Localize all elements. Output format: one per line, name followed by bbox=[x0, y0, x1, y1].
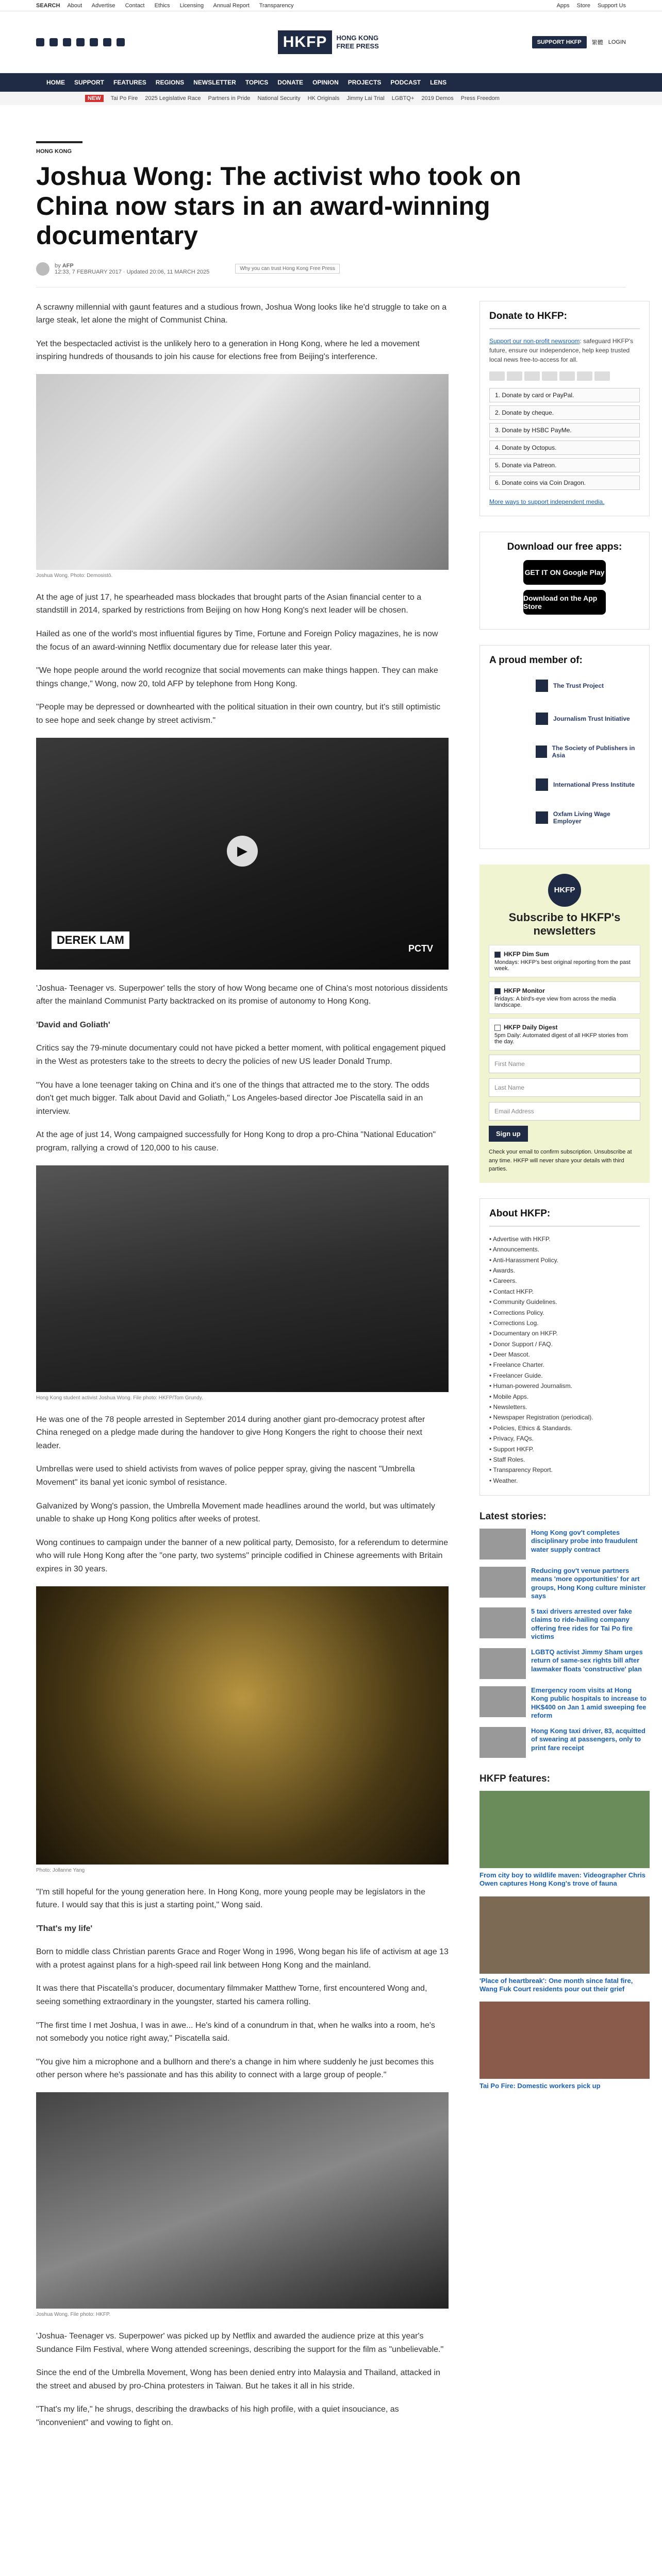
paragraph: Critics say the 79-minute documentary could not have picked a better moment, with political engagement piqued in the West as protesters take to the streets to decry the policies of new US leader Donald Trump. bbox=[36, 1044, 446, 1066]
paragraph: Umbrellas were used to shield activists from waves of police pepper spray, giving the nascent "Umbrella Movement" its banal yet iconic symbol of resistance. bbox=[36, 1465, 415, 1487]
google-play-button[interactable]: GET IT ON Google Play bbox=[523, 560, 606, 585]
rss-icon[interactable] bbox=[117, 38, 125, 46]
trending-item[interactable]: 2019 Demos bbox=[421, 95, 454, 101]
site-logo[interactable] bbox=[278, 30, 379, 54]
checkbox-icon[interactable] bbox=[494, 952, 501, 958]
about-link[interactable]: • Staff Roles. bbox=[489, 1454, 640, 1465]
top-link[interactable]: Ethics bbox=[154, 2, 170, 9]
visa-icon bbox=[507, 371, 522, 381]
nav-item-donate[interactable]: DONATE bbox=[277, 79, 304, 86]
nav-item-home[interactable]: HOME bbox=[46, 79, 65, 86]
image-caption: Hong Kong student activist Joshua Wong. File photo: HKFP/Tom Grundy. bbox=[36, 1395, 203, 1401]
author-avatar bbox=[36, 262, 49, 276]
threads-icon[interactable] bbox=[103, 38, 111, 46]
divider bbox=[489, 1226, 640, 1227]
about-link[interactable]: • Corrections Policy. bbox=[489, 1308, 640, 1318]
paragraph: "We hope people around the world recognize that social movements can make things happen. They can make things change," Wong, now 20, told AFP by telephone from Hong Kong. bbox=[36, 666, 438, 688]
latest-stories bbox=[479, 1511, 650, 1758]
first-name-field[interactable]: First Name bbox=[489, 1055, 640, 1073]
trending-item[interactable]: LGBTQ+ bbox=[391, 95, 415, 101]
top-link[interactable]: Annual Report bbox=[213, 2, 250, 9]
about-list bbox=[489, 1234, 640, 1486]
story-thumbnail[interactable] bbox=[479, 1607, 526, 1638]
paragraph: At the age of just 14, Wong campaigned successfully for Hong Kong to drop a pro-China "National Education" program, rallying a crowd of 120,000 to his cause. bbox=[36, 1130, 436, 1153]
feature-image[interactable] bbox=[479, 1896, 650, 1974]
header-actions bbox=[532, 36, 626, 48]
newsletter-option[interactable]: HKFP Daily Digest 5pm Daily: Automated digest of all HKFP stories from the day. bbox=[489, 1018, 640, 1050]
article-image bbox=[36, 2092, 449, 2309]
paragraph: A scrawny millennial with gaunt features and a studious frown, Joshua Wong looks like he'd struggle to take on a large steak, let alone the might of Communist China. bbox=[36, 302, 447, 325]
app-store-button[interactable]: Download on the App Store bbox=[523, 590, 606, 615]
story-thumbnail[interactable] bbox=[479, 1567, 526, 1598]
subheading: 'David and Goliath' bbox=[36, 1020, 110, 1029]
image-caption: Joshua Wong. File photo: HKFP. bbox=[36, 2312, 111, 2318]
top-link[interactable]: Support Us bbox=[597, 2, 626, 9]
twitter-icon[interactable] bbox=[36, 38, 44, 46]
about-link[interactable]: • Mobile Apps. bbox=[489, 1392, 640, 1402]
story-headline[interactable]: Hong Kong taxi driver, 83, acquitted of swearing at passengers, only to print fare receipt bbox=[531, 1727, 646, 1752]
about-link[interactable]: • Anti-Harassment Policy. bbox=[489, 1255, 640, 1265]
search-link[interactable]: SEARCH bbox=[36, 2, 60, 9]
article-image bbox=[36, 1165, 449, 1392]
last-name-field[interactable]: Last Name bbox=[489, 1078, 640, 1097]
story-headline[interactable]: Reducing gov't venue partners means 'more opportunities' for art groups, Hong Kong culture minister says bbox=[531, 1567, 646, 1600]
nav-item-support[interactable]: SUPPORT bbox=[74, 79, 105, 86]
nav-item-features[interactable]: FEATURES bbox=[113, 79, 146, 86]
author-block: by AFP 12:33, 7 FEBRUARY 2017 · Updated 20:06, 11 MARCH 2025 bbox=[55, 262, 210, 275]
article-image bbox=[36, 1586, 449, 1865]
paragraph: He was one of the 78 people arrested in September 2014 during another giant pro-democracy protest after China reneged on a pledge made during the handover to give Hong Kongers the right to choose their next leader. bbox=[36, 1415, 425, 1450]
top-link[interactable]: Advertise bbox=[91, 2, 115, 9]
latest-item[interactable] bbox=[479, 1607, 650, 1641]
story-headline[interactable]: Emergency room visits at Hong Kong public hospitals to increase to HK$400 on Jan 1 amid sweeping fee reform bbox=[531, 1686, 647, 1719]
paragraph: "You give him a microphone and a bullhorn and there's a change in him where suddenly he just becomes this other person where he's passionate and has this ability to connect with a large group of people." bbox=[36, 2057, 434, 2080]
main-nav bbox=[0, 73, 662, 92]
about-link[interactable]: • Newsletters. bbox=[489, 1402, 640, 1412]
about-link[interactable]: • Careers. bbox=[489, 1276, 640, 1286]
social-icons bbox=[36, 38, 125, 46]
trust-link[interactable]: Why you can trust Hong Kong Free Press bbox=[235, 264, 340, 274]
about-link[interactable]: • Documentary on HKFP. bbox=[489, 1328, 640, 1338]
donate-option[interactable]: 2. Donate by cheque. bbox=[489, 405, 640, 420]
ipi-icon bbox=[536, 778, 548, 791]
member-logo[interactable]: The Trust Project bbox=[536, 674, 640, 697]
apps-title: Download our free apps: bbox=[507, 541, 622, 552]
top-link[interactable]: Licensing bbox=[179, 2, 204, 9]
jti-icon bbox=[536, 713, 548, 725]
story-headline[interactable]: Hong Kong gov't completes disciplinary probe into fraudulent water supply contract bbox=[531, 1529, 638, 1553]
nav-item-newsletter[interactable]: NEWSLETTER bbox=[193, 79, 236, 86]
paragraph: Yet the bespectacled activist is the unlikely hero to a generation in Hong Kong, where he led a movement inspiring hundreds of thousands to join his cause for elections free from Beijing's interference. bbox=[36, 339, 420, 362]
top-link[interactable]: Apps bbox=[556, 2, 570, 9]
latest-item[interactable] bbox=[479, 1727, 650, 1758]
login-link[interactable]: LOGIN bbox=[608, 39, 626, 45]
columns bbox=[36, 301, 647, 2440]
paragraph: Born to middle class Christian parents Grace and Roger Wong in 1996, Wong began his life of activism at age 13 with a protest against plans for a high-speed rail link between Hong Kong and the mainland. bbox=[36, 1947, 449, 1970]
paragraph: It was there that Piscatella's producer, documentary filmmaker Matthew Torne, first encountered Wong and, seeing something extraordinary in the youngster, started his camera rolling. bbox=[36, 1984, 427, 2007]
feature-headline[interactable]: Tai Po Fire: Domestic workers pick up bbox=[479, 2082, 601, 2090]
instagram-icon[interactable] bbox=[63, 38, 71, 46]
about-link[interactable]: • Advertise with HKFP. bbox=[489, 1234, 640, 1244]
article-title: Joshua Wong: The activist who took on China now stars in an award-winning documentary bbox=[36, 162, 521, 250]
feature-item[interactable] bbox=[479, 1896, 650, 1994]
about-link[interactable]: • Deer Mascot. bbox=[489, 1349, 640, 1360]
newsletter-note: Check your email to confirm subscription. Unsubscribe at any time. HKFP will never share your details with third parties. bbox=[489, 1149, 632, 1173]
image-caption: Photo: Jollanne Yang bbox=[36, 1867, 85, 1873]
donate-option[interactable]: 4. Donate by Octopus. bbox=[489, 440, 640, 455]
member-box bbox=[479, 645, 650, 849]
features-title: HKFP features: bbox=[479, 1773, 550, 1785]
paragraph: "That's my life," he shrugs, describing the drawbacks of his high profile, with a quiet insouciance, as "inconvenient" and vowing to fight on. bbox=[36, 2405, 399, 2427]
story-headline[interactable]: 5 taxi drivers arrested over fake claims to ride-hailing company offering free rides for Tai Po fire victims bbox=[531, 1607, 633, 1640]
story-thumbnail[interactable] bbox=[479, 1686, 526, 1717]
paypal-icon bbox=[542, 371, 557, 381]
checkbox-icon[interactable] bbox=[494, 1025, 501, 1031]
nav-item-regions[interactable]: REGIONS bbox=[155, 79, 185, 86]
paragraph: At the age of just 17, he spearheaded mass blockades that brought parts of the Asian financial center to a standstill in 2014, sparked by restrictions from Beijing on how Hong Kong's next leader will be chosen. bbox=[36, 592, 422, 615]
latest-item[interactable] bbox=[479, 1686, 650, 1720]
new-badge: NEW bbox=[85, 95, 104, 102]
story-headline[interactable]: LGBTQ activist Jimmy Sham urges return of same-sex rights bill after lawmaker floats 'constructive' plan bbox=[531, 1648, 643, 1673]
logo-mark: HKFP bbox=[278, 30, 333, 54]
paragraph: "You have a lone teenager taking on China and it's one of the things that attracted me to the story. The odds don't get much bigger. Talk about David and Goliath," Los Angeles-based director Joe Piscatella said in an interview. bbox=[36, 1080, 429, 1116]
feature-headline[interactable]: 'Place of heartbreak': One month since fatal fire, Wang Fuk Court residents pour out their grief bbox=[479, 1976, 633, 1993]
story-thumbnail[interactable] bbox=[479, 1529, 526, 1560]
paragraph: Hailed as one of the world's most influential figures by Time, Fortune and Foreign Policy magazines, he is now the focus of an award-winning Netflix documentary due for release later this year. bbox=[36, 630, 438, 652]
byline bbox=[36, 262, 626, 276]
donate-option[interactable]: 1. Donate by card or PayPal. bbox=[489, 388, 640, 402]
oxfam-icon bbox=[536, 811, 548, 824]
nav-item-opinion[interactable]: OPINION bbox=[312, 79, 339, 86]
about-link[interactable]: • Contact HKFP. bbox=[489, 1286, 640, 1297]
latest-item[interactable] bbox=[479, 1648, 650, 1679]
logo-text: HONG KONG FREE PRESS bbox=[336, 33, 379, 50]
patreon-icon bbox=[594, 371, 610, 381]
checkbox-icon[interactable] bbox=[494, 988, 501, 994]
octopus-icon bbox=[577, 371, 592, 381]
newsletter-logo: HKFP bbox=[548, 874, 581, 907]
content-wrapper bbox=[36, 105, 647, 2440]
donate-option[interactable]: 3. Donate by HSBC PayMe. bbox=[489, 423, 640, 437]
image-caption: Joshua Wong. Photo: Demosistō. bbox=[36, 572, 113, 579]
about-link[interactable]: • Freelance Charter. bbox=[489, 1360, 640, 1370]
subheading: 'That's my life' bbox=[36, 1924, 93, 1933]
paragraph: Wong continues to campaign under the banner of a new political party, Demosisto, for a referendum to determine who will rule Hong Kong after the "one party, two systems" principle codified in Chinese agreements with Britain expires in 30 years. bbox=[36, 1538, 448, 1573]
donate-text: Support our non-profit newsroom: safeguard HKFP's future, ensure our independence, help keep trusted local news free-to-access for all. bbox=[489, 337, 634, 363]
about-link[interactable]: • Human-powered Journalism. bbox=[489, 1381, 640, 1391]
paragraph: "I'm still hopeful for the young generation here. In Hong Kong, more young people may be legislators in the future. I would say that this is just a starting point," Wong said. bbox=[36, 1887, 425, 1910]
play-icon[interactable]: ▶ bbox=[227, 836, 258, 867]
about-link[interactable]: • Community Guidelines. bbox=[489, 1297, 640, 1307]
story-thumbnail[interactable] bbox=[479, 1727, 526, 1758]
member-logo[interactable]: Oxfam Living Wage Employer bbox=[536, 806, 640, 829]
member-logo[interactable]: Journalism Trust Initiative bbox=[536, 707, 640, 730]
donate-box bbox=[479, 301, 650, 516]
article-dates: 12:33, 7 FEBRUARY 2017 · Updated 20:06, 11 MARCH 2025 bbox=[55, 268, 210, 275]
feature-headline[interactable]: From city boy to wildlife maven: Videographer Chris Owen captures Hong Kong's trove of fauna bbox=[479, 1871, 646, 1888]
top-link[interactable]: Store bbox=[576, 2, 590, 9]
paragraph: 'Joshua- Teenager vs. Superpower' tells the story of how Wong became one of China's most notorious dissidents after the mainland Communist Party backtracked on its promise of autonomy to Hong Kong. bbox=[36, 984, 448, 1006]
top-link[interactable]: About bbox=[67, 2, 82, 9]
payme-icon bbox=[559, 371, 575, 381]
trending-bar bbox=[0, 92, 662, 105]
video-channel-logo: PCTV bbox=[408, 943, 433, 954]
member-logo[interactable]: International Press Institute bbox=[536, 773, 640, 796]
article-body bbox=[36, 301, 449, 2440]
newsletter-box bbox=[479, 865, 650, 1183]
trending-item[interactable]: National Security bbox=[257, 95, 301, 101]
section-tag[interactable]: HONG KONG bbox=[36, 148, 72, 155]
about-link[interactable]: • Transparency Report. bbox=[489, 1465, 640, 1475]
top-links bbox=[67, 3, 302, 9]
video-name-tag: DEREK LAM bbox=[52, 931, 129, 949]
feature-item[interactable] bbox=[479, 2002, 650, 2090]
donate-more-link[interactable]: More ways to support independent media. bbox=[489, 498, 605, 505]
newsletter-title: Subscribe to HKFP's newsletters bbox=[508, 910, 621, 937]
sidebar bbox=[479, 301, 650, 2440]
nav-item-projects[interactable]: PROJECTS bbox=[347, 79, 382, 86]
trending-item[interactable]: Partners in Pride bbox=[208, 95, 251, 101]
about-box bbox=[479, 1198, 650, 1496]
nav-item-topics[interactable]: TOPICS bbox=[245, 79, 269, 86]
article-image bbox=[36, 374, 449, 570]
about-link[interactable]: • Privacy, FAQs. bbox=[489, 1433, 640, 1444]
language-switch[interactable]: 繁體 bbox=[591, 39, 603, 46]
facebook-icon[interactable] bbox=[49, 38, 58, 46]
nav-item-podcast[interactable]: PODCAST bbox=[390, 79, 421, 86]
latest-item[interactable] bbox=[479, 1567, 650, 1600]
about-link[interactable]: • Awards. bbox=[489, 1265, 640, 1276]
signup-button[interactable]: Sign up bbox=[489, 1126, 528, 1142]
support-button[interactable]: SUPPORT HKFP bbox=[532, 36, 587, 48]
author-name[interactable]: AFP bbox=[62, 262, 74, 269]
features-box bbox=[479, 1773, 650, 2090]
donate-option[interactable]: 5. Donate via Patreon. bbox=[489, 458, 640, 472]
about-link[interactable]: • Support HKFP. bbox=[489, 1444, 640, 1454]
about-link[interactable]: • Announcements. bbox=[489, 1244, 640, 1255]
site-header bbox=[0, 11, 662, 73]
newsletter-option[interactable]: HKFP Dim Sum Mondays: HKFP's best original reporting from the past week. bbox=[489, 945, 640, 977]
trending-item[interactable]: Press Freedom bbox=[460, 95, 500, 101]
telegram-icon[interactable] bbox=[90, 38, 98, 46]
paragraph: "People may be depressed or downhearted with the political situation in their own country, but it's still optimistic to see hope and seek change by street activism." bbox=[36, 703, 440, 725]
trending-item[interactable]: Jimmy Lai Trial bbox=[346, 95, 385, 101]
amex-icon bbox=[524, 371, 540, 381]
video-player[interactable] bbox=[36, 738, 449, 970]
about-link[interactable]: • Newspaper Registration (periodical). bbox=[489, 1412, 640, 1422]
youtube-icon[interactable] bbox=[76, 38, 85, 46]
top-right-links bbox=[557, 3, 626, 9]
mastercard-icon bbox=[489, 371, 505, 381]
about-link[interactable]: • Donor Support / FAQ. bbox=[489, 1339, 640, 1349]
trending-item[interactable]: 2025 Legislative Race bbox=[145, 95, 201, 101]
sopa-icon bbox=[536, 745, 547, 758]
donate-link[interactable]: Support our non-profit newsroom bbox=[489, 337, 580, 345]
feature-image[interactable] bbox=[479, 1791, 650, 1868]
about-link[interactable]: • Corrections Log. bbox=[489, 1318, 640, 1328]
member-title: A proud member of: bbox=[489, 654, 583, 666]
newsletter-option[interactable]: HKFP Monitor Fridays: A bird's-eye view from across the media landscape. bbox=[489, 981, 640, 1014]
donate-title: Donate to HKFP: bbox=[489, 310, 567, 321]
title-divider bbox=[36, 141, 82, 143]
about-link[interactable]: • Weather. bbox=[489, 1476, 640, 1486]
about-link[interactable]: • Policies, Ethics & Standards. bbox=[489, 1423, 640, 1433]
paragraph: Galvanized by Wong's passion, the Umbrella Movement made headlines around the world, but was ultimately unable to shake up Hong Kong politics after weeks of protest. bbox=[36, 1501, 435, 1524]
top-bar bbox=[0, 0, 662, 11]
member-logo[interactable]: The Society of Publishers in Asia bbox=[536, 740, 640, 763]
trending-item[interactable]: Tai Po Fire bbox=[110, 95, 138, 101]
donate-option[interactable]: 6. Donate coins via Coin Dragon. bbox=[489, 476, 640, 490]
latest-title: Latest stories: bbox=[479, 1511, 547, 1522]
paragraph: Since the end of the Umbrella Movement, Wong has been denied entry into Malaysia and Thailand, attacked in the street and abused by pro-China protesters in Taiwan. But he takes it all in his stride. bbox=[36, 2368, 440, 2391]
paragraph: "The first time I met Joshua, I was in awe... He's kind of a conundrum in that, when he walks into a room, he's not somebody you notice right away," Piscatella said. bbox=[36, 2021, 435, 2043]
feature-image[interactable] bbox=[479, 2002, 650, 2079]
paragraph: 'Joshua- Teenager vs. Superpower' was picked up by Netflix and awarded the audience prize at this year's Sundance Film Festival, where Wong attended screenings, describing the support for the film as "unbelievable." bbox=[36, 2332, 444, 2354]
about-title: About HKFP: bbox=[489, 1208, 551, 1219]
feature-item[interactable] bbox=[479, 1791, 650, 1888]
trust-project-icon bbox=[536, 680, 548, 692]
latest-item[interactable] bbox=[479, 1529, 650, 1560]
email-field[interactable]: Email Address bbox=[489, 1102, 640, 1121]
story-thumbnail[interactable] bbox=[479, 1648, 526, 1679]
divider bbox=[489, 328, 640, 329]
apps-box bbox=[479, 532, 650, 630]
about-link[interactable]: • Freelancer Guide. bbox=[489, 1370, 640, 1381]
top-link[interactable]: Transparency bbox=[259, 2, 294, 9]
trending-item[interactable]: HK Originals bbox=[307, 95, 340, 101]
payment-icons bbox=[489, 371, 640, 381]
nav-item-lens[interactable]: LENS bbox=[430, 79, 447, 86]
top-link[interactable]: Contact bbox=[125, 2, 145, 9]
